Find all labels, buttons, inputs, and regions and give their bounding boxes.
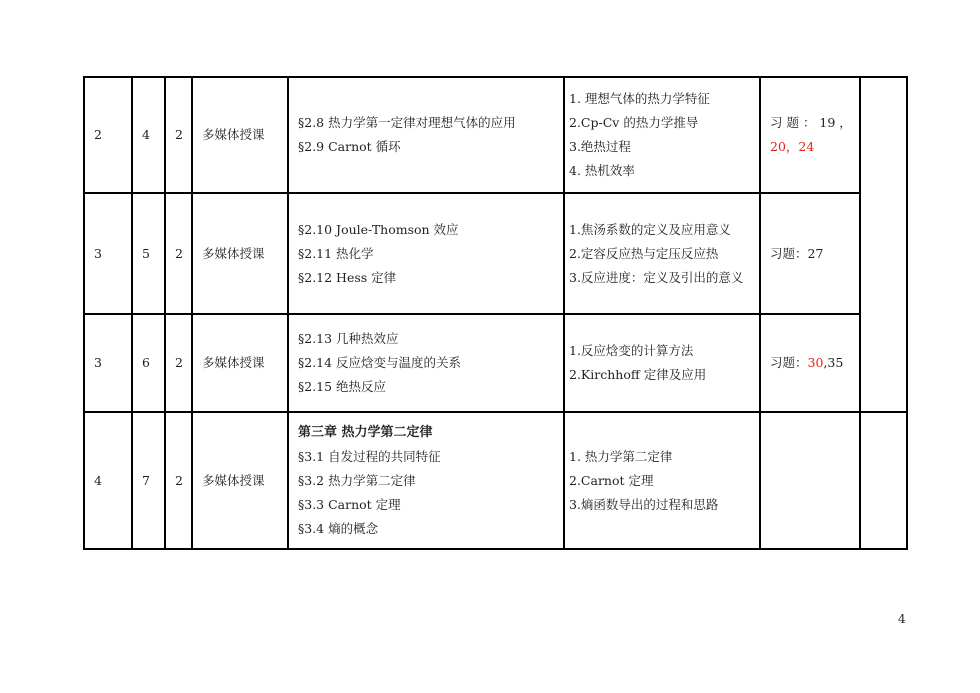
hours-cell: 2 xyxy=(165,314,192,412)
points-cell xyxy=(564,412,760,549)
homework-cell: 习题：27 xyxy=(760,193,860,314)
method-cell: 多媒体授课 xyxy=(192,314,288,412)
method-cell: 多媒体授课 xyxy=(192,193,288,314)
point-line: 1. 理想气体的热力学特征 xyxy=(569,91,710,106)
content-cell xyxy=(288,77,564,193)
content-cell xyxy=(288,193,564,314)
point-line: 2.Kirchhoff 定律及应用 xyxy=(569,367,707,382)
point-line: 1. 热力学第二定律 xyxy=(569,448,673,464)
table-row xyxy=(84,314,907,412)
method-cell: 多媒体授课 xyxy=(192,412,288,549)
points-cell xyxy=(564,77,760,193)
session-cell: 4 xyxy=(132,77,165,193)
homework-cell xyxy=(760,77,860,193)
content-line: §2.8 热力学第一定律对理想气体的应用 xyxy=(298,115,516,130)
content-line: §3.4 熵的概念 xyxy=(298,520,379,536)
content-line: §2.15 绝热反应 xyxy=(298,379,387,394)
session-cell: 5 xyxy=(132,193,165,314)
homework-text: 习 题 ： 19 ， xyxy=(770,115,852,130)
chapter-title: 第三章 热力学第二定律 xyxy=(298,424,433,440)
homework-cell xyxy=(760,314,860,412)
content-line: §3.1 自发过程的共同特征 xyxy=(298,448,441,464)
table-row xyxy=(84,412,907,549)
session-cell: 6 xyxy=(132,314,165,412)
point-line: 2.Carnot 定理 xyxy=(569,472,654,488)
homework-highlight: 30 xyxy=(807,355,824,370)
week-cell: 3 xyxy=(84,193,132,314)
point-line: 1.反应焓变的计算方法 xyxy=(569,343,694,358)
hours-cell: 2 xyxy=(165,77,192,193)
point-line: 3.反应进度：定义及引出的意义 xyxy=(569,269,744,285)
homework-text: 习题： xyxy=(770,355,808,370)
content-line: §2.12 Hess 定律 xyxy=(298,269,397,285)
homework-cell xyxy=(760,412,860,549)
notes-cell xyxy=(860,412,907,549)
point-line: 4. 热机效率 xyxy=(569,163,635,178)
content-cell xyxy=(288,314,564,412)
homework-text: ,35 xyxy=(823,355,844,370)
points-cell xyxy=(564,314,760,412)
point-line: 3.熵函数导出的过程和思路 xyxy=(569,496,719,512)
content-line: §2.9 Carnot 循环 xyxy=(298,139,401,154)
point-line: 1.焦汤系数的定义及应用意义 xyxy=(569,221,731,237)
week-cell: 4 xyxy=(84,412,132,549)
content-line: §3.3 Carnot 定理 xyxy=(298,496,401,512)
table-row xyxy=(84,77,907,193)
points-cell xyxy=(564,193,760,314)
content-line: §2.13 几种热效应 xyxy=(298,331,399,346)
hours-cell: 2 xyxy=(165,193,192,314)
content-cell xyxy=(288,412,564,549)
point-line: 2.Cp-Cv 的热力学推导 xyxy=(569,115,699,130)
point-line: 2.定容反应热与定压反应热 xyxy=(569,245,719,261)
content-line: §2.14 反应焓变与温度的关系 xyxy=(298,355,462,370)
content-line: §2.10 Joule-Thomson 效应 xyxy=(298,221,459,237)
hours-cell: 2 xyxy=(165,412,192,549)
week-cell: 3 xyxy=(84,314,132,412)
session-cell: 7 xyxy=(132,412,165,549)
page-number: 4 xyxy=(898,612,906,626)
content-line: §3.2 热力学第二定律 xyxy=(298,472,416,488)
table-row xyxy=(84,193,907,314)
schedule-table xyxy=(83,76,908,550)
content-line: §2.11 热化学 xyxy=(298,245,374,261)
point-line: 3.绝热过程 xyxy=(569,139,631,154)
method-cell: 多媒体授课 xyxy=(192,77,288,193)
week-cell: 2 xyxy=(84,77,132,193)
notes-cell xyxy=(860,77,907,412)
homework-highlight: 20，24 xyxy=(770,139,815,154)
